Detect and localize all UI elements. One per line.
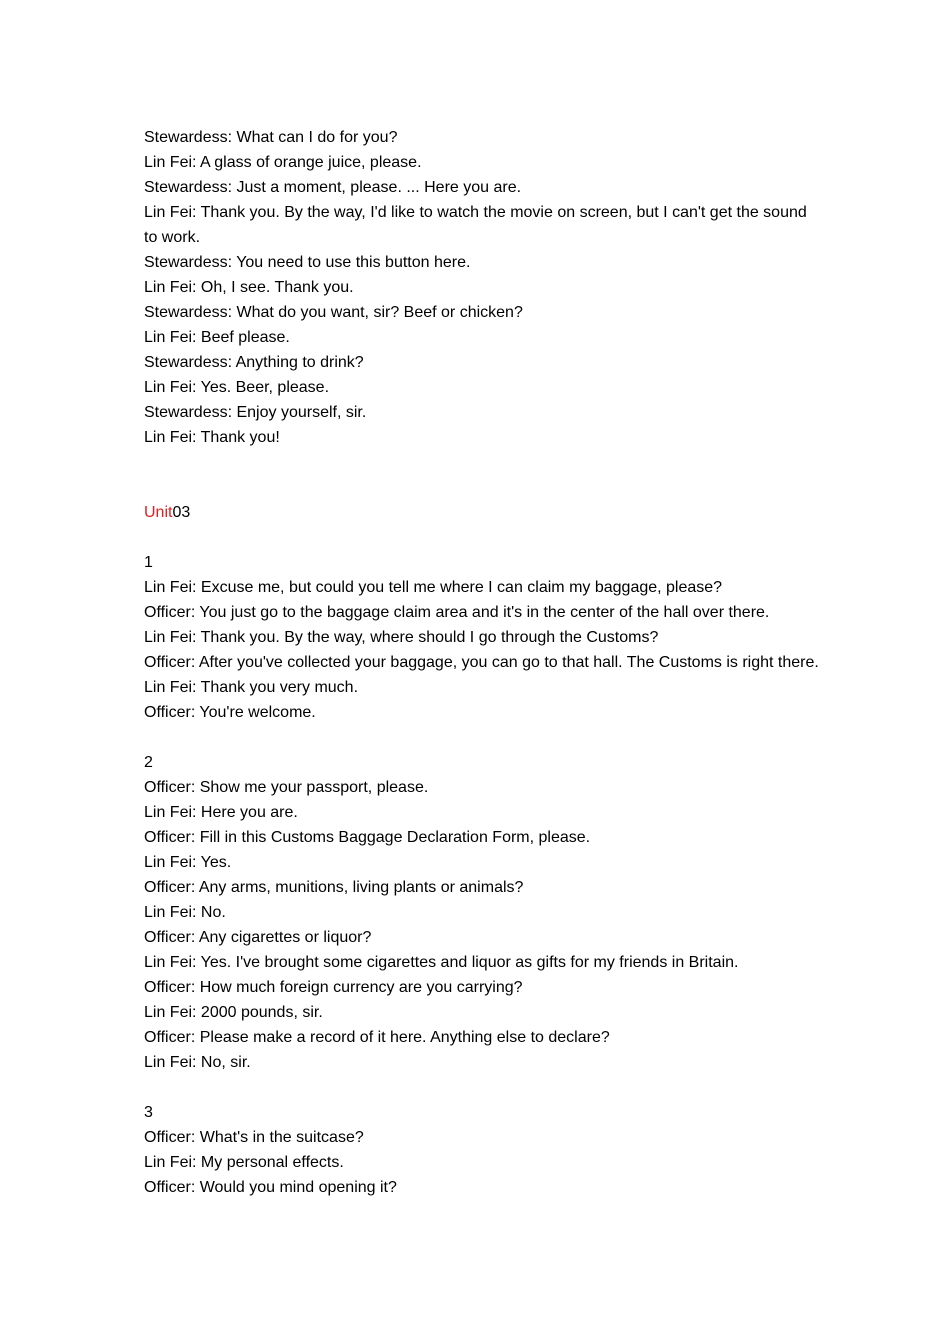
section-1 <box>144 550 824 725</box>
section-number: 2 <box>144 754 153 771</box>
spacer <box>144 1075 824 1100</box>
dialogue-line: Stewardess: What do you want, sir? Beef or chicken? <box>144 304 523 321</box>
dialogue-line: Officer: Any cigarettes or liquor? <box>144 929 372 946</box>
dialogue-line: Officer: Fill in this Customs Baggage Declaration Form, please. <box>144 829 591 846</box>
spacer <box>144 525 824 550</box>
dialogue-line: Stewardess: Enjoy yourself, sir. <box>144 404 367 421</box>
dialogue-line: Lin Fei: Yes. <box>144 854 232 871</box>
dialogue-line: Officer: After you've collected your baggage, you can go to that hall. The Customs is right there. <box>144 654 819 671</box>
spacer <box>144 475 824 500</box>
dialogue-line: Stewardess: You need to use this button here. <box>144 254 471 271</box>
section-2 <box>144 750 824 1075</box>
dialogue-line: Officer: What's in the suitcase? <box>144 1129 364 1146</box>
dialogue-top <box>144 125 824 450</box>
dialogue-line: Officer: Please make a record of it here. Anything else to declare? <box>144 1029 610 1046</box>
dialogue-line: Lin Fei: Thank you. By the way, where should I go through the Customs? <box>144 629 659 646</box>
unit-heading <box>144 500 824 525</box>
dialogue-line: Lin Fei: Yes. Beer, please. <box>144 379 330 396</box>
dialogue-line: Lin Fei: No, sir. <box>144 1054 251 1071</box>
dialogue-line: Lin Fei: 2000 pounds, sir. <box>144 1004 323 1021</box>
dialogue-line: Lin Fei: Here you are. <box>144 804 298 821</box>
dialogue-line: Lin Fei: Oh, I see. Thank you. <box>144 279 354 296</box>
dialogue-line: Officer: You're welcome. <box>144 704 316 721</box>
unit-word: Unit <box>144 504 173 521</box>
section-3 <box>144 1100 824 1200</box>
dialogue-line: Lin Fei: Yes. I've brought some cigarettes and liquor as gifts for my friends in Britain. <box>144 954 739 971</box>
dialogue-line: Officer: How much foreign currency are you carrying? <box>144 979 523 996</box>
dialogue-line: Officer: Any arms, munitions, living plants or animals? <box>144 879 524 896</box>
dialogue-line: Lin Fei: Thank you! <box>144 429 280 446</box>
dialogue-line: Stewardess: Anything to drink? <box>144 354 364 371</box>
dialogue-line: Officer: Would you mind opening it? <box>144 1179 397 1196</box>
dialogue-line: Lin Fei: Thank you. By the way, I'd like to watch the movie on screen, but I can't get the sound to work. <box>144 204 807 246</box>
section-number: 1 <box>144 554 153 571</box>
dialogue-line: Lin Fei: Excuse me, but could you tell me where I can claim my baggage, please? <box>144 579 723 596</box>
dialogue-line: Officer: You just go to the baggage claim area and it's in the center of the hall over there. <box>144 604 770 621</box>
dialogue-line: Lin Fei: My personal effects. <box>144 1154 344 1171</box>
spacer <box>144 450 824 475</box>
dialogue-line: Stewardess: Just a moment, please. ... Here you are. <box>144 179 522 196</box>
document-page <box>144 125 824 1200</box>
dialogue-line: Lin Fei: A glass of orange juice, please. <box>144 154 422 171</box>
dialogue-line: Officer: Show me your passport, please. <box>144 779 429 796</box>
unit-number: 03 <box>172 504 191 521</box>
dialogue-line: Lin Fei: Beef please. <box>144 329 290 346</box>
dialogue-line: Stewardess: What can I do for you? <box>144 129 398 146</box>
dialogue-line: Lin Fei: Thank you very much. <box>144 679 359 696</box>
section-number: 3 <box>144 1104 153 1121</box>
dialogue-line: Lin Fei: No. <box>144 904 226 921</box>
spacer <box>144 725 824 750</box>
